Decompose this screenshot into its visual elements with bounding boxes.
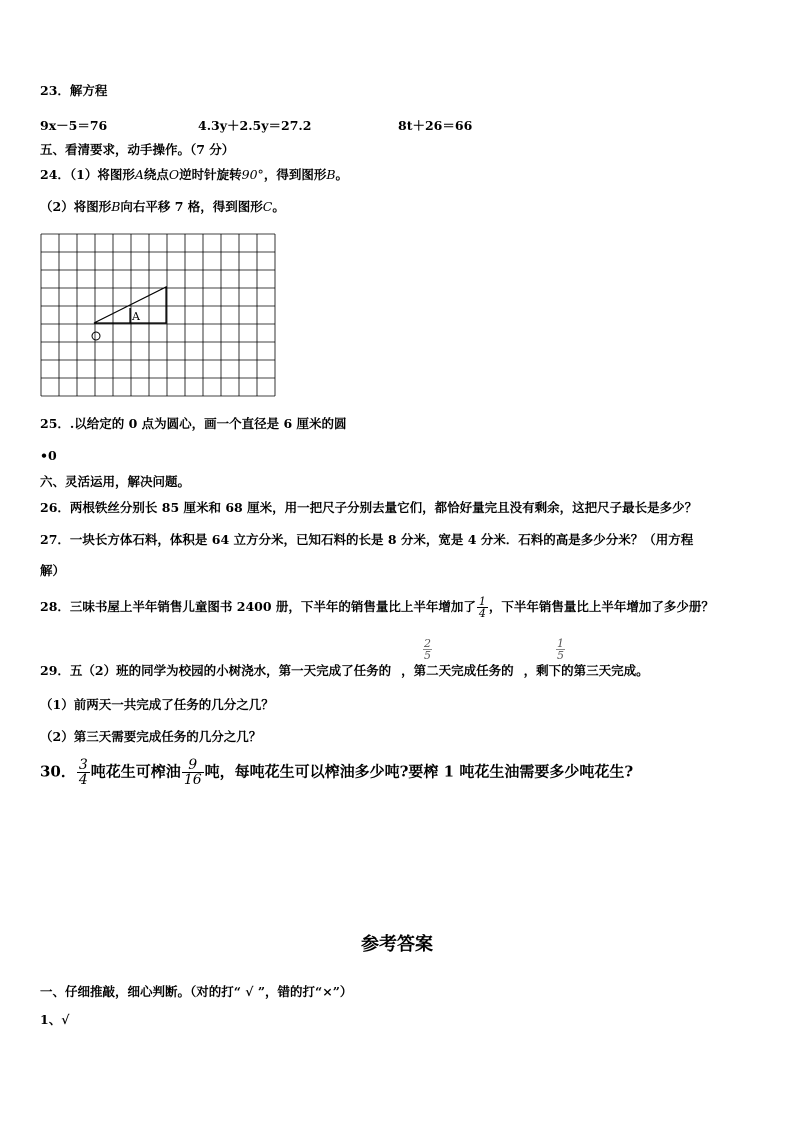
q25-point: •0 (40, 448, 57, 463)
answer-1: 1、√ (40, 1012, 70, 1027)
q27-line1: 27．一块长方体石料，体积是 64 立方分米，已知石料的长是 8 分米，宽是 4 分米．石料的高是多少分米？（用方程 (40, 532, 694, 547)
equation-2: 4.3y＋2.5y＝27.2 (198, 118, 312, 133)
q26-text: 26．两根铁丝分别长 85 厘米和 68 厘米，用一把尺子分别去量它们，都恰好量完且没有剩余，这把尺子最长是多少？ (40, 500, 698, 515)
point-o-marker (92, 332, 100, 340)
section-6-heading: 六、灵活运用，解决问题。 (40, 474, 191, 489)
q29-sub2: （2）第三天需要完成任务的几分之几？ (40, 729, 262, 744)
q25-text: 25．.以给定的 0 点为圆心，画一个直径是 6 厘米的圆 (40, 416, 347, 431)
answers-section-1: 一、仔细推敲，细心判断。（对的打“ √ ”，错的打“×”） (40, 984, 353, 999)
section-5-heading: 五、看清要求，动手操作。（7 分） (40, 142, 235, 157)
label-a: A (132, 310, 140, 323)
q28-text: 28．三味书屋上半年销售儿童图书 2400 册，下半年的销售量比上半年增加了 $\frac{1}{4}$ ，下半年销售量比上半年增加了多少册？ (40, 595, 714, 620)
q29-text: 29．五（2）班的同学为校园的小树浇水，第一天完成了任务的 ，第二天完成任务的 ，剩下的第三天完成。 (40, 663, 649, 678)
q23-title: 23．解方程 (40, 83, 108, 98)
square-grid (40, 233, 276, 397)
q24-part1: 24．（1）将图形A绕点O逆时针旋转90°，得到图形B。 (40, 167, 349, 182)
q24-part2: （2）将图形B向右平移 7 格，得到图形C。 (40, 199, 285, 214)
q30-text: 30． $\frac{3}{4}$ 吨花生可榨油 $\frac{9}{16}$ 吨，每吨花生可以榨油多少吨?要榨 1 吨花生油需要多少吨花生? (40, 757, 634, 788)
q27-line2: 解） (40, 563, 66, 578)
q29-fraction-1: 2 5 (424, 637, 431, 662)
q29-sub1: （1）前两天一共完成了任务的几分之几？ (40, 697, 274, 712)
q29-fraction-2: 1 5 (557, 637, 564, 662)
equation-1: 9x－5＝76 (40, 118, 108, 133)
equation-3: 8t＋26＝66 (398, 118, 473, 133)
answers-title: 参考答案 (361, 934, 433, 955)
